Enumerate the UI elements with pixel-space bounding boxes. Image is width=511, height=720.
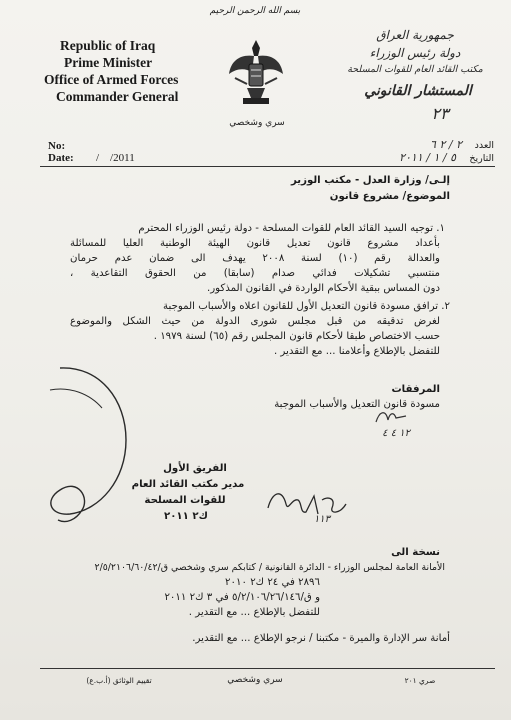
body-line-7: لغرض تدقيقه من قبل مجلس شورى الدولة من حيث الشكل والموضوع xyxy=(70,316,440,327)
header-divider xyxy=(40,166,495,167)
attachments-item: مسودة قانون التعديل والأسباب الموجبة xyxy=(274,399,440,410)
legal-advisor-handwritten: المستشار القانوني xyxy=(364,83,472,99)
header-english-line-4: Commander General xyxy=(56,89,179,104)
header-classification: سري وشخصي xyxy=(229,118,285,128)
number-label: العدد xyxy=(474,140,494,151)
attachment-handwritten-date: ١٢ ٤ ٤ xyxy=(382,428,410,439)
header-english-line-2: Prime Minister xyxy=(64,55,153,70)
body-line-6: ٢. ترافق مسودة قانون التعديل الأول للقانون اعلاه والأسباب الموجبة xyxy=(163,301,450,312)
body-line-2: بأعداد مشروع قانون تعديل قانون الهيئة الوطنية العليا للمسائلة xyxy=(70,238,440,249)
addressee: إلـى/ وزارة العدل - مكتب الوزير xyxy=(290,175,450,186)
date-ar-value: ٥ / ١ / ٢٠١١ xyxy=(399,151,456,164)
date-value: / /2011 xyxy=(96,152,135,164)
stamp-number-handwritten: ٢٣ xyxy=(431,104,449,123)
handwritten-signature-loop xyxy=(30,360,140,530)
footer-right: صري ٢٠١ xyxy=(404,676,436,685)
iraq-eagle-emblem xyxy=(225,34,287,114)
copies-line-5: أمانة سر الإدارة والميرة - مكتبنا / نرجو الإطلاع ... مع التقدير. xyxy=(192,633,450,644)
signature-handwritten-date: ١١٣ xyxy=(313,514,330,525)
header-arabic-line-3: مكتب القائد العام للقوات المسلحة xyxy=(347,64,483,75)
body-line-9: للتفضل بالإطلاع وأعلامنا ... مع التقدير . xyxy=(273,346,440,357)
signatory-date: ك٢ ٢٠١١ xyxy=(164,511,208,522)
footer-left: تقييم الوثائق (أ.ب.ع) xyxy=(86,676,152,685)
initials-mark xyxy=(372,408,412,428)
subject: الموضوع/ مشروع قانون xyxy=(329,191,450,202)
copies-line-3: و ق/٥/٢/١٠٦/٢٦/١٤٦ في ٣ ك٢ ٢٠١١ xyxy=(164,592,320,603)
signatory-rank: الفريق الأول xyxy=(163,463,227,474)
signatory-title-1: مدير مكتب القائد العام xyxy=(131,479,245,490)
body-line-5: دون المساس ببقية الأحكام الواردة في القانون المذكور. xyxy=(206,283,440,294)
copies-title: نسخة الى xyxy=(391,547,440,558)
footer-divider xyxy=(40,668,495,669)
no-label: No: xyxy=(48,140,66,152)
copies-line-4: للتفضل بالإطلاع ... مع التقدير . xyxy=(188,607,320,618)
signatory-title-2: للقوات المسلحة xyxy=(144,495,226,506)
header-arabic-line-2: دولة رئيس الوزراء xyxy=(369,46,461,60)
attachments-title: المرفقات xyxy=(391,384,440,395)
header-arabic-line-1: جمهورية العراق xyxy=(376,28,454,42)
number-value: ٢ / ٢ ٦ xyxy=(430,138,462,151)
body-line-1: ١. توجيه السيد القائد العام للقوات المسلحة - دولة رئيس الوزراء المحترم xyxy=(138,223,445,234)
copies-line-2: ٢٨٩٦ في ٢٤ ك٢ ٢٠١٠ xyxy=(225,577,320,588)
header-english-line-1: Republic of Iraq xyxy=(60,38,156,53)
date-label: Date: xyxy=(48,152,74,164)
body-line-8: حسب الاختصاص طبقا لأحكام قانون المجلس رقم (٦٥) لسنة ١٩٧٩ . xyxy=(153,331,440,342)
basmala: بسم الله الرحمن الرحيم xyxy=(209,6,301,16)
header-english-line-3: Office of Armed Forces xyxy=(44,72,179,87)
body-line-4: منتسبي تشكيلات فدائي صدام (سابقا) من الحقوق التقاعدية ، xyxy=(70,268,440,279)
date-ar-label: التاريخ xyxy=(469,153,494,164)
body-line-3: والعدالة رقم (١٠) لسنة ٢٠٠٨ يهدف الى ضمان عدم حرمان xyxy=(70,253,440,264)
footer-center: سري وشخصي xyxy=(227,675,283,685)
copies-line-1: الأمانة العامة لمجلس الوزراء - الدائرة القانونية / كتابكم سري وشخصي ق/٢/٥/٢١٠٦/٦٠/٤٢ xyxy=(94,562,445,573)
